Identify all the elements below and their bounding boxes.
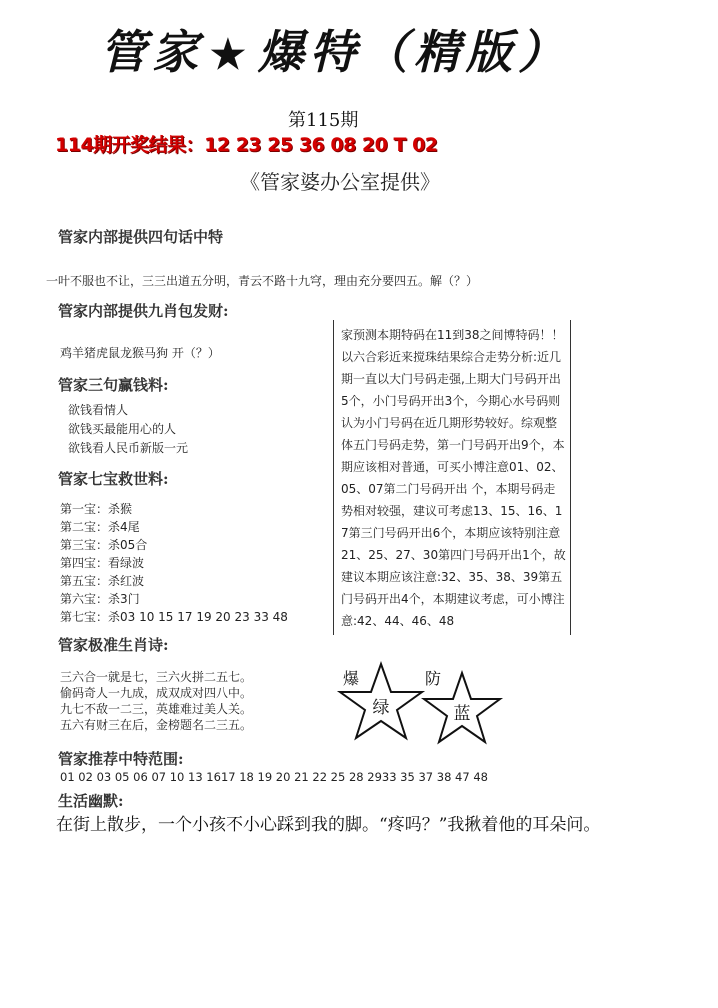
star-label-blue: 蓝	[453, 704, 471, 724]
lottery-result: 114期开奖结果：12 23 25 36 08 20 T 02	[55, 134, 438, 156]
seven-treasures-title: 管家七宝救世料:	[58, 470, 169, 488]
star-icon	[420, 670, 504, 746]
humor-text: 在街上散步，一个小孩不小心踩到我的脚。“疼吗？”我揪着他的耳朵问。	[56, 815, 601, 835]
poem-line: 偷码奇人一九成，成双成对四八中。	[60, 686, 253, 700]
three-lines-line: 欲钱买最能用心的人	[68, 422, 177, 436]
treasure-line: 第一宝：杀猴	[60, 502, 133, 516]
humor-title: 生活幽默:	[58, 792, 124, 810]
poem-line: 五六有财三在后，金榜题名二三五。	[60, 718, 253, 732]
four-lines-title: 管家内部提供四句话中特	[58, 228, 224, 246]
star-icon: ★	[210, 31, 252, 78]
analysis-text: 家预测本期特码在11到38之间博特码！！ 以六合彩近来搅珠结果综合走势分析:近几期一直以大门号码走强,上期大门号码开出5个，小门号码开出3个，今期心水号码则认为小门号码在近几期形势较好。综观整体五门号码走势，第一门号码开出9个，本期应该相对普通，可买小博注意01、02、05、07第二门号码开出 个，本期号码走势相对较强，建议可考虑13、15、16、17第三门号码开出6个，本期应该特别注意21、25、27、30第四门号码开出1个，故建议本期应该注意:32、35、38、39第五门号码开出4个，本期建议考虑，可小博注意:42、44、46、48	[341, 328, 566, 628]
three-lines-line: 欲钱看人民币新版一元	[68, 441, 189, 455]
zodiac-poem-title: 管家极准生肖诗:	[58, 636, 169, 654]
issue-number: 第115期	[288, 110, 359, 131]
treasure-line: 第七宝：杀03 10 15 17 19 20 23 33 48	[60, 610, 288, 624]
provider-line: 《管家婆办公室提供》	[240, 170, 440, 194]
brand-part2: 爆特（精版）	[257, 25, 570, 79]
range-numbers: 01 02 03 05 06 07 10 13 1617 18 19 20 21 22 25 28 2933 35 37 38 47 48	[60, 770, 488, 784]
nine-zodiac-title: 管家内部提供九肖包发财:	[58, 302, 229, 320]
badge-label-right: 防	[425, 669, 442, 688]
poem-line: 三六合一就是七，三六火拼二五七。	[60, 670, 253, 684]
four-lines-text: 一叶不服也不让，三三出道五分明，青云不路十九穹，理由充分要四五。解（？）	[46, 274, 479, 288]
badge-label-left: 爆	[343, 669, 360, 688]
treasure-line: 第二宝：杀4尾	[60, 520, 140, 534]
poem-line: 九七不敌一二三，英雄难过美人关。	[60, 702, 253, 716]
star-icon	[336, 660, 426, 742]
brand-title	[100, 16, 570, 82]
treasure-line: 第四宝：看绿波	[60, 556, 145, 570]
treasure-line: 第三宝：杀05合	[60, 538, 148, 552]
three-lines-line: 欲钱看情人	[68, 403, 129, 417]
analysis-box	[333, 320, 571, 635]
nine-zodiac-text: 鸡羊猪虎鼠龙猴马狗 开（？）	[60, 346, 220, 360]
three-lines-title: 管家三句赢钱料:	[58, 376, 169, 394]
star-label-green: 绿	[372, 698, 390, 718]
range-title: 管家推荐中特范围:	[58, 750, 184, 768]
treasure-line: 第六宝：杀3门	[60, 592, 140, 606]
brand-part1: 管家	[100, 25, 204, 79]
treasure-line: 第五宝：杀红波	[60, 574, 145, 588]
